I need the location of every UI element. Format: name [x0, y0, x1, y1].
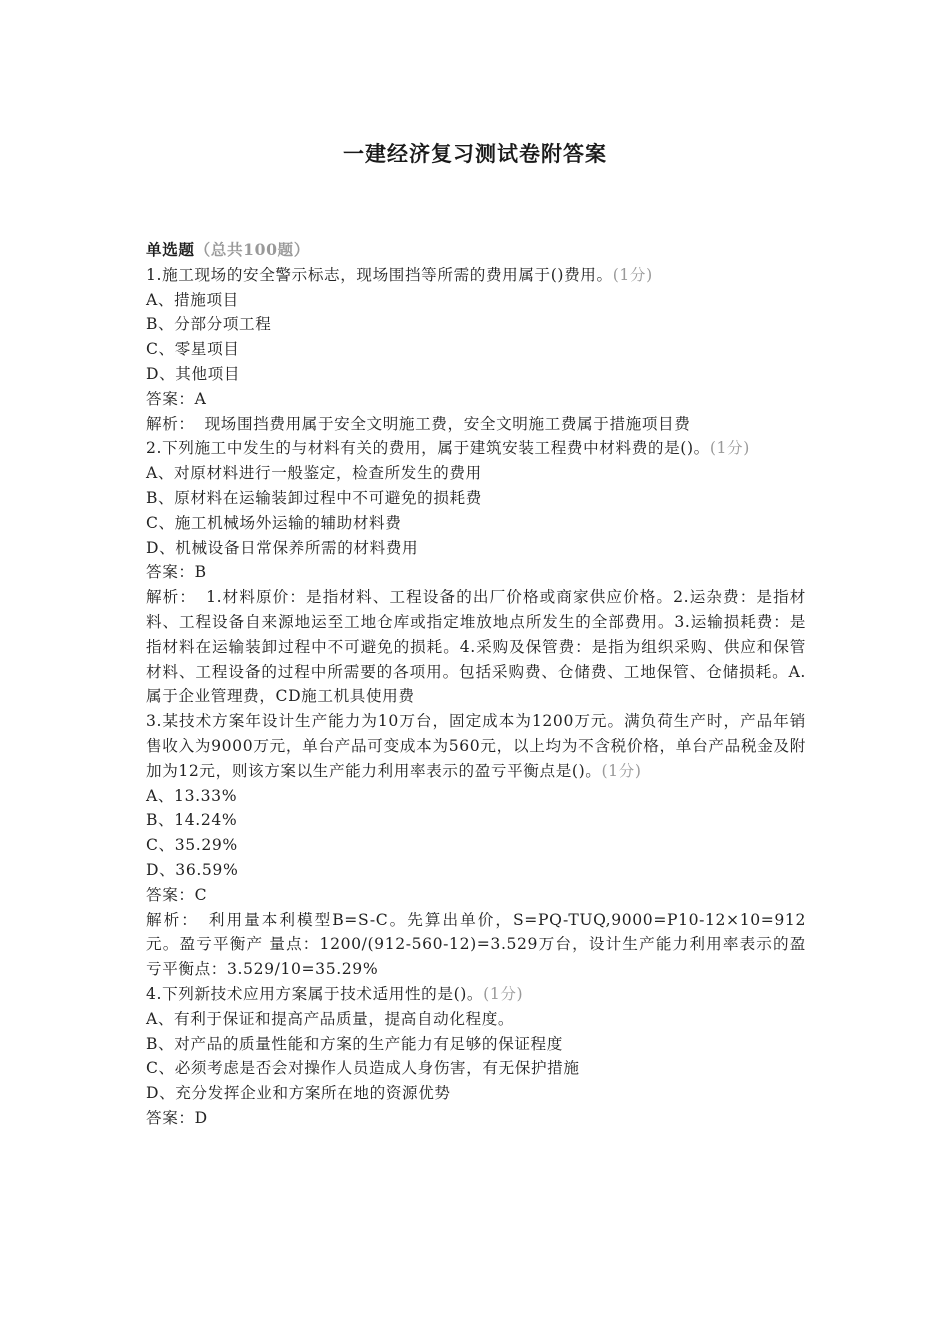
option-b: B、14.24% [146, 811, 238, 830]
question-score: (1分) [483, 984, 524, 1003]
answer-label: 答案： [146, 1108, 195, 1127]
question-stem: 1.施工现场的安全警示标志，现场围挡等所需的费用属于()费用。(1分) [146, 265, 653, 284]
answer-line [146, 387, 806, 412]
option-b: B、分部分项工程 [146, 315, 272, 334]
answer-value: D [194, 1108, 208, 1127]
option-d: D、机械设备日常保养所需的材料费用 [146, 538, 419, 557]
question-stem: 3.某技术方案年设计生产能力为10万台，固定成本为1200万元。满负荷生产时，产品年销售收入为9000万元，单台产品可变成本为560元，以上均为不含税价格，单台产品税金及附加为12元，则该方案以生产能力利用率表示的盈亏平衡点是()。(1分) [146, 712, 806, 780]
analysis [146, 908, 806, 982]
answer-value: C [194, 885, 208, 904]
option-a: A、措施项目 [146, 290, 239, 309]
document-title: 一建经济复习测试卷附答案 [343, 141, 607, 166]
analysis-text: 利用量本利模型B=S-C。先算出单价，S=PQ-TUQ,9000=P10-12×10=912元。盈亏平衡产 量点：1200/(912-560-12)=3.529万台，设计生产能力利用率表示的盈亏平衡点：3.529/10=35.29% [146, 910, 806, 979]
question-3 [146, 709, 806, 982]
question-score: (1分) [612, 265, 653, 284]
analysis-label: 解析： [146, 414, 195, 433]
answer-label: 答案： [146, 563, 195, 582]
question-score: (1分) [709, 439, 750, 458]
question-stem: 2.下列施工中发生的与材料有关的费用，属于建筑安装工程费中材料费的是()。(1分) [146, 439, 750, 458]
answer-line [146, 1106, 806, 1131]
analysis-label: 解析： [146, 588, 197, 607]
answer-value: B [194, 563, 207, 582]
option-b: B、对产品的质量性能和方案的生产能力有足够的保证程度 [146, 1034, 563, 1053]
question-score: (1分) [601, 761, 642, 780]
section-header [146, 238, 806, 263]
analysis-label: 解析： [146, 910, 199, 929]
question-stem: 4.下列新技术应用方案属于技术适用性的是()。(1分) [146, 984, 524, 1003]
answer-line [146, 560, 806, 585]
option-c: C、必须考虑是否会对操作人员造成人身伤害，有无保护措施 [146, 1059, 580, 1078]
option-c: C、施工机械场外运输的辅助材料费 [146, 513, 402, 532]
answer-value: A [194, 389, 207, 408]
question-1 [146, 263, 806, 437]
answer-label: 答案： [146, 389, 195, 408]
option-d: D、其他项目 [146, 364, 241, 383]
answer-line [146, 883, 806, 908]
option-b: B、原材料在运输装卸过程中不可避免的损耗费 [146, 488, 482, 507]
question-4 [146, 982, 806, 1131]
option-a: A、有利于保证和提高产品质量，提高自动化程度。 [146, 1009, 515, 1028]
option-a: A、对原材料进行一般鉴定，检查所发生的费用 [146, 464, 482, 483]
option-a: A、13.33% [146, 786, 238, 805]
analysis-text: 1.材料原价：是指材料、工程设备的出厂价格或商家供应价格。2.运杂费：是指材料、工程设备自来源地运至工地仓库或指定堆放地点所发生的全部费用。3.运输损耗费：是指材料在运输装卸过程中不可避免的损耗。4.采购及保管费：是指为组织采购、供应和保管材料、工程设备的过程中所需要的各项用。包括采购费、仓储费、工地保管、仓储损耗。A.属于企业管理费，CD施工机具使用费 [146, 588, 806, 706]
section-label: 单选题 [146, 240, 195, 259]
option-c: C、零星项目 [146, 340, 240, 359]
option-c: C、35.29% [146, 836, 238, 855]
analysis [146, 585, 806, 709]
analysis [146, 412, 806, 437]
analysis-text: 现场围挡费用属于安全文明施工费，安全文明施工费属于措施项目费 [204, 414, 691, 433]
answer-label: 答案： [146, 885, 195, 904]
question-list [146, 238, 806, 1131]
question-2 [146, 436, 806, 709]
section-count: （总共100题） [194, 240, 310, 259]
option-d: D、36.59% [146, 860, 239, 879]
option-d: D、充分发挥企业和方案所在地的资源优势 [146, 1084, 451, 1103]
